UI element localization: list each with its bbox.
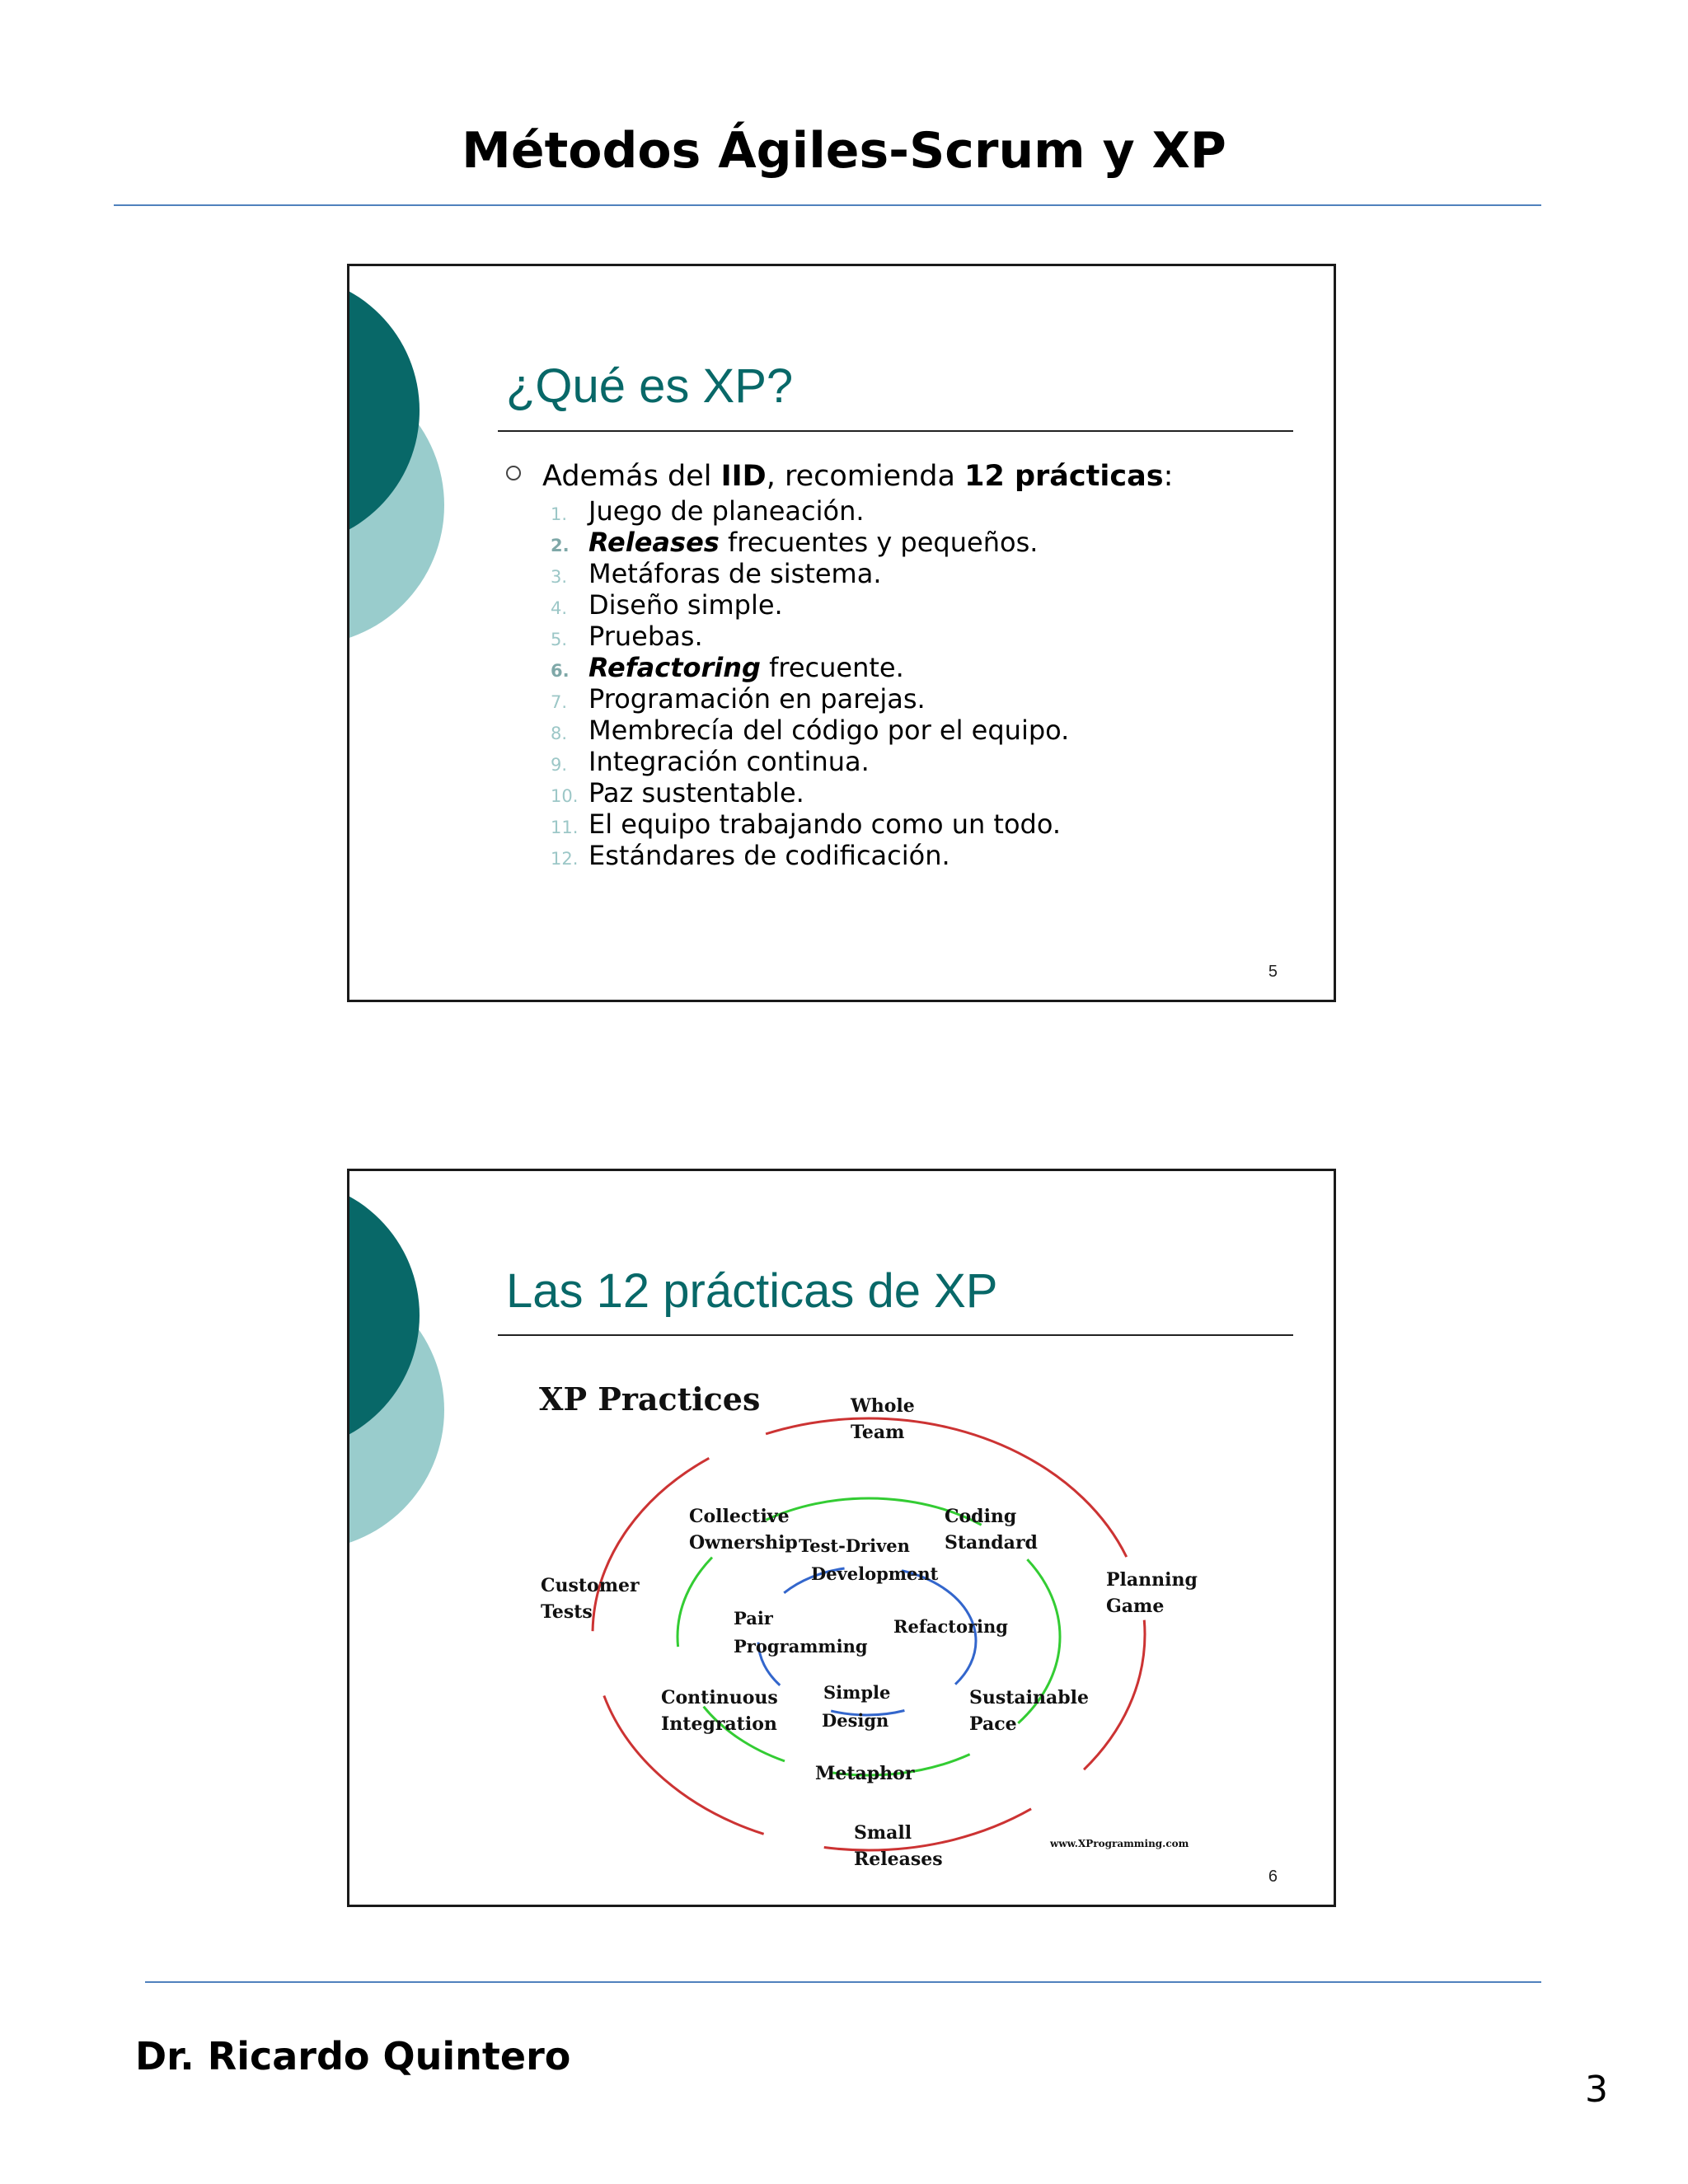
header-rule bbox=[114, 204, 1541, 206]
slide-number: 5 bbox=[1268, 963, 1278, 981]
list-item: 3. Metáforas de sistema. bbox=[551, 558, 882, 589]
list-item: 9. Integración continua. bbox=[551, 746, 870, 777]
list-item: 1. Juego de planeación. bbox=[551, 495, 865, 527]
page-title: Métodos Ágiles-Scrum y XP bbox=[462, 122, 1226, 180]
label-small-releases: Small Releases bbox=[854, 1822, 943, 1870]
bullet-circle-icon bbox=[506, 466, 521, 480]
xp-practices-diagram bbox=[539, 1369, 1248, 1880]
diagram-credit: www.XProgramming.com bbox=[1050, 1838, 1189, 1849]
label-customer-tests: Customer Tests bbox=[541, 1575, 640, 1623]
bullet-intro: Además del IID, recomienda 12 prácticas: bbox=[506, 460, 1173, 493]
diagram-heading: XP Practices bbox=[539, 1380, 761, 1418]
footer-rule bbox=[145, 1981, 1541, 1983]
label-collective-ownership: Collective Ownership bbox=[689, 1506, 798, 1554]
list-item: 4. Diseño simple. bbox=[551, 589, 783, 621]
list-item: 8. Membrecía del código por el equipo. bbox=[551, 715, 1070, 746]
slide-number: 6 bbox=[1268, 1868, 1278, 1886]
slide-title-rule bbox=[498, 430, 1293, 432]
label-refactoring: Refactoring bbox=[893, 1616, 1008, 1637]
list-item: 12. Estándares de codificación. bbox=[551, 840, 950, 871]
slide-12-practices bbox=[347, 1169, 1336, 1907]
list-item: 6. Refactoring frecuente. bbox=[551, 652, 904, 683]
list-item: 2. Releases frecuentes y pequeños. bbox=[551, 527, 1039, 558]
label-sustainable-pace: Sustainable Pace bbox=[969, 1687, 1090, 1735]
author-name: Dr. Ricardo Quintero bbox=[135, 2034, 571, 2079]
list-item: 11. El equipo trabajando como un todo. bbox=[551, 808, 1062, 840]
slide-decoration bbox=[349, 1171, 448, 1567]
outer-ring bbox=[593, 1418, 1145, 1850]
practice-list bbox=[551, 495, 1069, 871]
slide-title: Las 12 prácticas de XP bbox=[506, 1264, 998, 1318]
label-coding-standard: Coding Standard bbox=[945, 1506, 1038, 1554]
list-item: 5. Pruebas. bbox=[551, 621, 703, 652]
label-whole-team: Whole Team bbox=[851, 1395, 915, 1443]
label-continuous-integration: Continuous Integration bbox=[661, 1687, 778, 1735]
list-item: 7. Programación en parejas. bbox=[551, 683, 926, 715]
label-pair-programming: Pair Programming bbox=[734, 1608, 868, 1657]
label-simple-design: Simple Design bbox=[822, 1682, 891, 1731]
label-planning-game: Planning Game bbox=[1106, 1569, 1198, 1617]
page-number: 3 bbox=[1585, 2069, 1608, 2111]
slide-title-rule bbox=[498, 1334, 1293, 1336]
slide-decoration bbox=[349, 266, 448, 662]
label-metaphor: Metaphor bbox=[815, 1763, 915, 1784]
list-item: 10. Paz sustentable. bbox=[551, 777, 804, 808]
slide-what-is-xp bbox=[347, 264, 1336, 1002]
label-tdd: Test-Driven Development bbox=[799, 1535, 939, 1584]
slide-title: ¿Qué es XP? bbox=[506, 359, 794, 413]
